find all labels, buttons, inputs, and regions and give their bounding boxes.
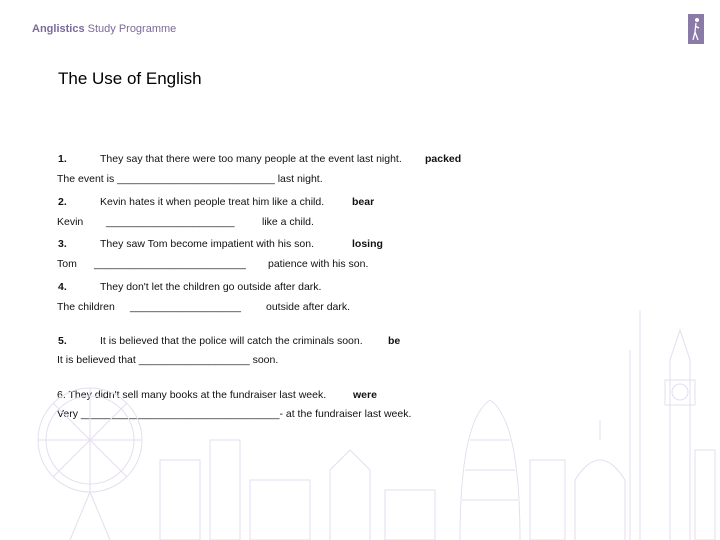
item-5-number: 5. (58, 335, 67, 347)
item-2-blank: ______________________ (106, 216, 235, 228)
item-3-blank: __________________________ (94, 258, 246, 270)
item-5-prompt: It is believed that ___________________ soon. (57, 354, 279, 366)
item-4-blank: ___________________ (130, 301, 241, 313)
item-1-keyword: packed (425, 153, 462, 165)
item-2-prompt-end: like a child. (262, 216, 314, 228)
item-2-keyword: bear (352, 196, 375, 208)
item-4-sentence: They don't let the children go outside after dark. (100, 281, 322, 293)
item-2-number: 2. (58, 196, 67, 208)
page-title: The Use of English (58, 69, 202, 88)
item-6-prompt: Very __________________________________- at the fundraiser last week. (57, 408, 412, 420)
item-3-number: 3. (58, 238, 67, 250)
logo-icon (688, 14, 704, 44)
skyline-illustration (30, 290, 720, 540)
item-1-prompt: The event is ___________________________ last night. (57, 173, 323, 185)
item-4-number: 4. (58, 281, 67, 293)
header (32, 23, 176, 35)
item-1-number: 1. (58, 153, 67, 165)
item-6-sentence: 6. They didn't sell many books at the fundraiser last week. (57, 389, 327, 401)
item-5-keyword: be (388, 335, 401, 347)
item-4-prompt-end: outside after dark. (266, 301, 351, 313)
item-3-prompt-start: Tom (57, 258, 77, 270)
item-3-sentence: They saw Tom become impatient with his son. (100, 238, 314, 250)
item-1-sentence: They say that there were too many people at the event last night. (100, 153, 402, 165)
programme-subtitle: Study Programme (84, 23, 177, 35)
item-2-sentence: Kevin hates it when people treat him like a child. (100, 196, 325, 208)
item-5-sentence: It is believed that the police will catch the criminals soon. (100, 335, 363, 347)
item-2-prompt-start: Kevin (57, 216, 84, 228)
item-4-prompt-start: The children (57, 301, 115, 313)
item-3-keyword: losing (352, 238, 383, 250)
item-3-prompt-end: patience with his son. (268, 258, 369, 270)
item-6-keyword: were (353, 389, 377, 401)
brand-name: Anglistics (32, 23, 85, 35)
